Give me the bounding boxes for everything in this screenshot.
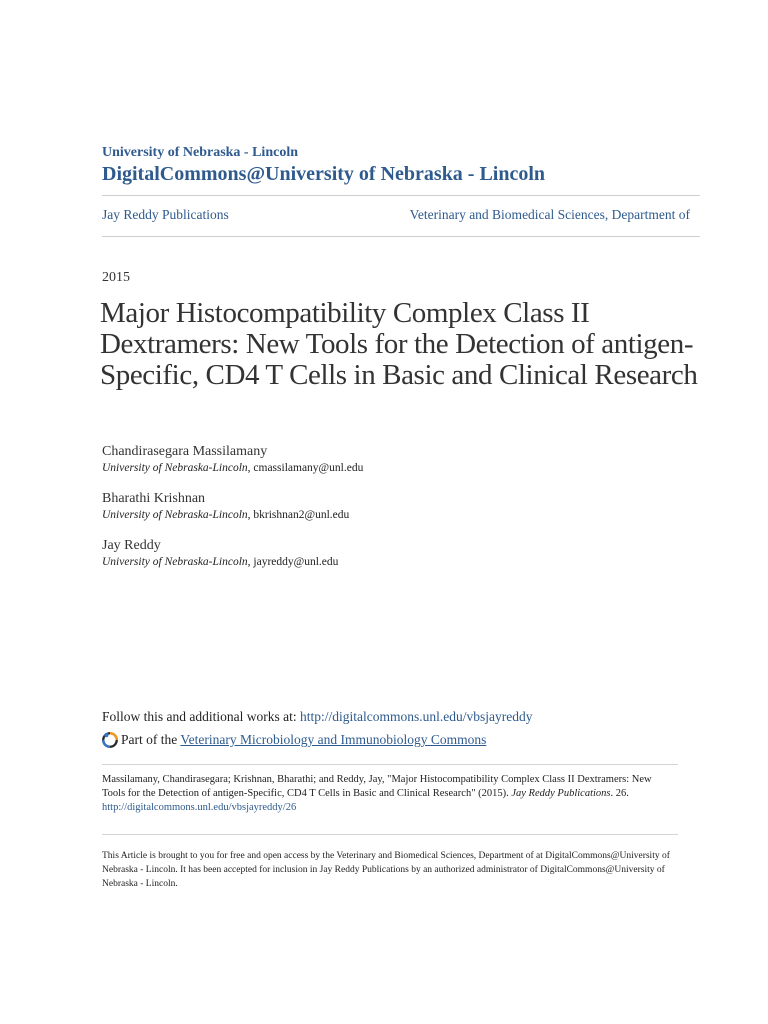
citation-divider-bottom xyxy=(102,834,678,835)
author-affiliation xyxy=(102,461,702,476)
repository-name[interactable]: DigitalCommons@University of Nebraska - Lincoln xyxy=(102,163,546,185)
recommended-citation xyxy=(102,773,672,815)
follow-url-link[interactable]: http://digitalcommons.unl.edu/vbsjayreddy xyxy=(300,709,533,724)
institution-name[interactable]: University of Nebraska - Lincoln xyxy=(102,145,298,160)
citation-url-link[interactable]: http://digitalcommons.unl.edu/vbsjayreddy/26 xyxy=(102,802,297,813)
author-email: , jayreddy@unl.edu xyxy=(247,556,339,568)
discipline-commons-link[interactable]: Veterinary Microbiology and Immunobiology Commons xyxy=(180,732,487,747)
author-entry xyxy=(102,489,702,523)
author-affiliation xyxy=(102,508,702,523)
repository-header xyxy=(102,144,702,186)
collection-links xyxy=(102,206,690,226)
article-title: Major Histocompatibility Complex Class II Dextramers: New Tools for the Detection of antigen-Specific, CD4 T Cells in Basic and Clinical Research xyxy=(100,297,698,391)
affiliation-name: University of Nebraska-Lincoln xyxy=(102,509,248,521)
citation-text: Massilamany, Chandirasegara; Krishnan, Bharathi; and Reddy, Jay, "Major Histocompatibility Complex Class II Dextramers: New Tools for the Detection of antigen-Specific, CD4 T Cells in Basic and Clinical Research" (2015). xyxy=(102,774,652,799)
author-name[interactable]: Bharathi Krishnan xyxy=(102,491,206,506)
citation-divider-top xyxy=(102,764,678,765)
series-link[interactable]: Jay Reddy Publications xyxy=(102,207,229,222)
author-name[interactable]: Jay Reddy xyxy=(102,538,161,553)
publication-year: 2015 xyxy=(102,270,130,285)
author-email: , bkrishnan2@unl.edu xyxy=(247,509,350,521)
follow-line xyxy=(102,708,702,726)
author-list xyxy=(102,442,702,583)
commons-network-icon xyxy=(101,731,119,749)
affiliation-name: University of Nebraska-Lincoln xyxy=(102,462,248,474)
header-divider-bottom xyxy=(102,236,700,237)
part-of-label: Part of the xyxy=(121,732,181,747)
citation-number: . 26. xyxy=(610,788,629,799)
author-entry xyxy=(102,442,702,476)
part-of-line xyxy=(101,730,701,750)
author-email: , cmassilamany@unl.edu xyxy=(247,462,364,474)
header-divider-top xyxy=(102,195,700,196)
author-name[interactable]: Chandirasegara Massilamany xyxy=(102,444,268,459)
department-link[interactable]: Veterinary and Biomedical Sciences, Department of xyxy=(409,207,690,222)
follow-label: Follow this and additional works at: xyxy=(102,709,300,724)
author-affiliation xyxy=(102,555,702,570)
citation-journal: Jay Reddy Publications xyxy=(511,788,611,799)
author-entry xyxy=(102,536,702,570)
access-notice: This Article is brought to you for free and open access by the Veterinary and Biomedical Sciences, Department of at DigitalCommons@University of Nebraska - Lincoln. It has been accepted for inclusion in Jay Reddy Publications by an authorized administrator of DigitalCommons@University of Nebraska - Lincoln. xyxy=(102,851,670,889)
affiliation-name: University of Nebraska-Lincoln xyxy=(102,556,248,568)
part-of-text xyxy=(121,731,486,749)
